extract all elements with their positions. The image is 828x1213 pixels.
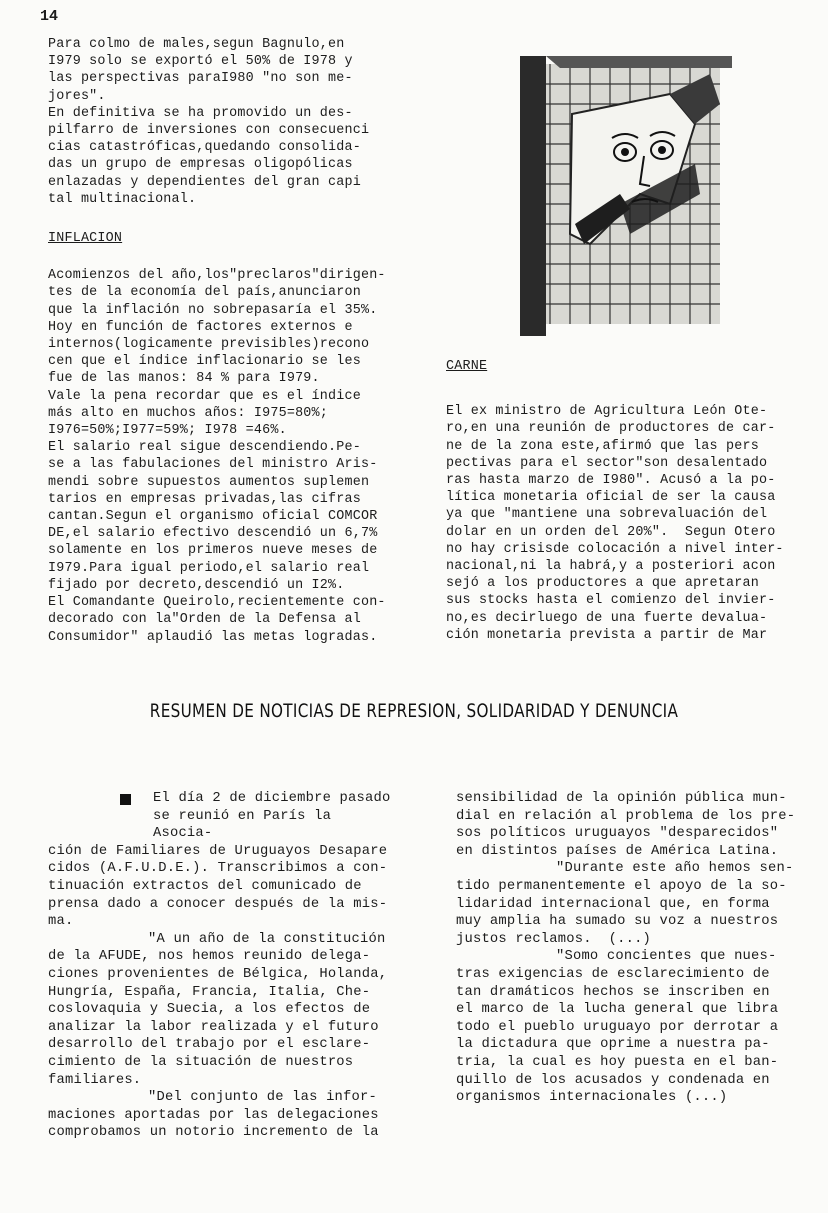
paragraph-carne: El ex ministro de Agricultura León Ote- ro,en una reunión de productores de car- ne de la zona este,afirmó que las pers pectivas para el sector"son desalentado ras hasta marzo de I980". Acusó a la po- lítica monetaria oficial de ser la causa ya que "mantiene una sobrevaluación del dolar en un orden del 20%". Segun Otero no hay crisisde colocación a nivel inter- nacional,ni la habrá,y a posteriori acon sejó a los productores a que apretaran sus stocks hasta el comienzo del invier- no,es decirluego de una fuerte devalua- ción monetaria prevista a partir de Mar <box>446 404 784 643</box>
paragraph-afude-quote-1: "A un año de la constitución de la AFUDE, nos hemos reunido delega- ciones provenientes de Bélgica, Holanda, Hungría, España, Francia, Italia, Che- coslovaquia y Suecia, a los efectos de analizar la labor realizada y el futuro desarrollo del trabajo por el esclare- cimiento de la situación de nuestros familiares. <box>48 931 388 1088</box>
column-left-top <box>48 36 418 646</box>
paragraph-afude-quote-3: "Durante este año hemos sen- tido permanentemente el apoyo de la so- lidaridad internacional que, en forma muy amplia ha sumado su voz a nuestros justos reclamos. (...) <box>456 861 794 947</box>
column-right-bottom <box>456 790 816 1107</box>
paragraph-afude-quote-2: "Del conjunto de las infor- maciones aportadas por las delegaciones comprobamos un notorio incremento de la <box>48 1090 379 1141</box>
illustration-face-grid <box>520 44 732 336</box>
paragraph-afude-continued: sensibilidad de la opinión pública mun- dial en relación al problema de los pre- sos políticos uruguayos "desparecidos" en distintos países de América Latina. <box>456 791 796 859</box>
paragraph-inflation: Acomienzos del año,los"preclaros"dirigen- tes de la economía del país,anunciaron que la inflación no sobrepasaría el 35%. Hoy en función de factores externos e internos(logicamente previsibles)recono cen que el índice inflacionario se les fue de las manos: 84 % para I979. Vale la pena recordar que es el índice más alto en muchos años: I975=80%; I976=50%;I977=59%; I978 =46%. El salario real sigue descendiendo.Pe- se a las fabulaciones del ministro Aris- mendi sobre supuestos aumentos suplemen tarios en empresas privadas,las cifras cantan.Segun el organismo oficial COMCOR DE,el salario efectivo descendió un 6,7% solamente en los primeros nueve meses de I979.Para igual periodo,el salario real fijado por decreto,descendió un I2%. El Comandante Queirolo,recientemente con- decorado con la"Orden de la Defensa al Consumidor" aplaudió las metas logradas. <box>48 268 386 645</box>
column-left-bottom <box>48 790 398 1142</box>
heading-carne: CARNE <box>446 359 488 374</box>
heading-inflacion: INFLACION <box>48 231 123 247</box>
paragraph-afude-intro: El día 2 de diciembre pasado se reunió en París la Asocia- ción de Familiares de Uruguayos Desapare cidos (A.F.U.D.E.). Transcribimos a con- tinuación extractos del comunicado de prensa dado a conocer después de la mis- ma. <box>48 791 391 930</box>
column-right-top <box>446 358 826 644</box>
page-number: 14 <box>40 8 59 25</box>
section-title: RESUMEN DE NOTICIAS DE REPRESION, SOLIDARIDAD Y DENUNCIA <box>149 700 679 722</box>
paragraph-exports: Para colmo de males,segun Bagnulo,en I979 solo se exportó el 50% de I978 y las perspectivas paraI980 "no son me- jores". En definitiva se ha promovido un des- pilfarro de inversiones con consecuenci cias catastróficas,quedando consolida- das un grupo de empresas oligopólicas enlazadas y dependientes del gran capi tal multinacional. <box>48 37 370 207</box>
paragraph-afude-quote-4: "Somo concientes que nues- tras exigencias de esclarecimiento de tan dramáticos hechos se inscriben en el marco de la lucha general que libra todo el pueblo uruguayo por derrotar a la dictadura que oprime a nuestra pa- tria, la cual es hoy puesta en el ban- quillo de los acusados y condenada en organismos internacionales (...) <box>456 949 779 1106</box>
